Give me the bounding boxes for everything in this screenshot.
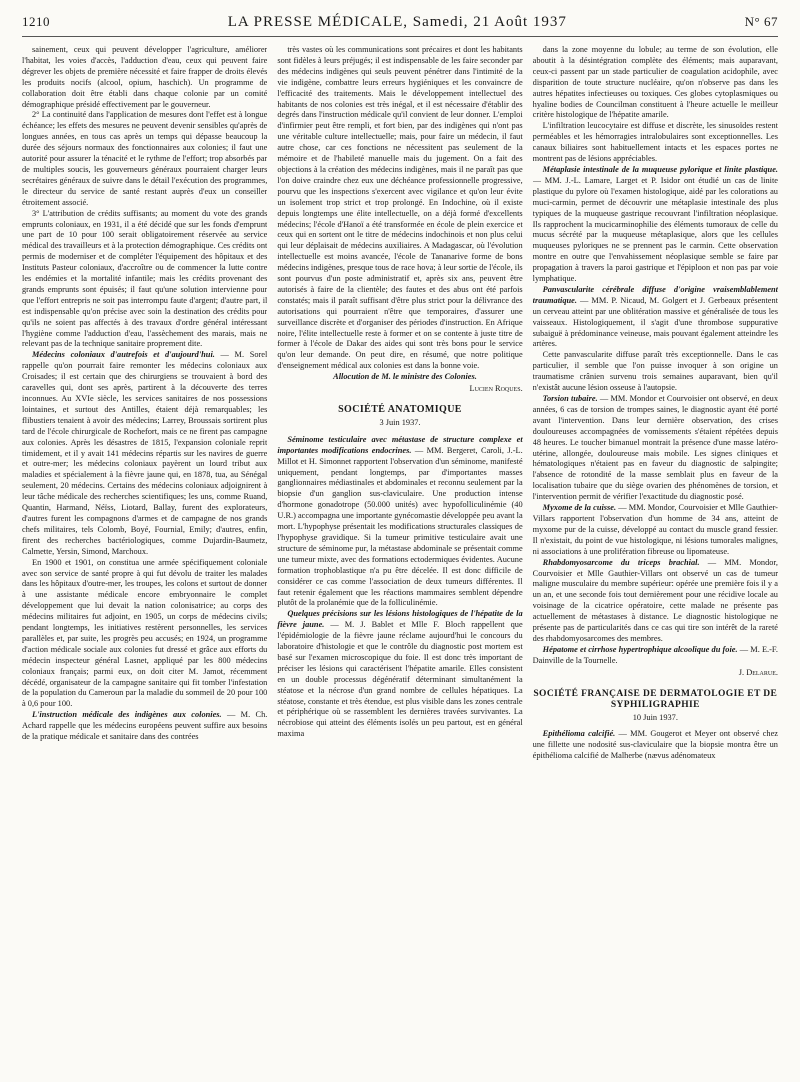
article-text: — MM. Mondor, Courvoisier et Mlle Gauthier-Villars rapportent l'observation d'un homme de 34 ans, atteint de myxome pur de la cuisse, développé au contact du muscle grand fessier. Il n'existait, du point de vue histologique, ni lésions tumorales malignes, ni associations à une prolifération fibreuse ou lipomateuse. bbox=[532, 503, 778, 556]
article-heading: Torsion tubaire. bbox=[542, 394, 598, 403]
paragraph: dans la zone moyenne du lobule; au terme de son évolution, elle aboutit à la désintégration complète des éléments; mais auparavant, ceux-ci passent par un stade particulier de coagulation acidophile, avec disparition de toute structure nucléaire, qu'on n'observe pas dans les autres hépatites infectieuses ou toxiques. Ces globes cytoplasmiques ou hyaline bodies de Councilman constituent à l'heure actuelle le meilleur critère histologique de l'hépatite amarile. bbox=[532, 45, 778, 120]
column-2 bbox=[277, 45, 522, 1063]
column-1 bbox=[22, 45, 267, 1063]
section-title: SOCIÉTÉ ANATOMIQUE bbox=[338, 404, 462, 415]
article-heading: Métaplasie intestinale de la muqueuse pylorique et linite plastique. bbox=[542, 164, 778, 174]
article-entry bbox=[533, 558, 778, 645]
article-heading: L'instruction médicale des indigènes aux colonies. bbox=[32, 710, 222, 720]
article-entry bbox=[22, 710, 267, 743]
article-entry bbox=[22, 350, 267, 557]
issue-number: N° 67 bbox=[744, 14, 778, 29]
article-text: — MM. Mondor, Courvoisier et Mlle Gauthier-Villars ont observé un cas de tumeur maligne musculaire du membre supérieur: opérée une première fois il y a un an, et une seconde fois tout dernièrement pour une récidive locale au voisinage de la cicatrice opératoire, cette malade ne présente pas actuellement de métastases à distance. Le diagnostic histologique ne présente pas de particularités dans ce cas qui tire son intérêt de la rareté des rhabdomyosarcomes des membres. bbox=[532, 557, 778, 643]
article-entry bbox=[533, 729, 778, 762]
article-entry bbox=[277, 609, 522, 740]
article-text: — MM. J.-L. Lamare, Larget et P. Isidor ont étudié un cas de linite plastique du pylore où l'examen histologique, aidé par les colorations au muci-carmin, permet de découvrir une métaplasie intestinale des plus typiques de la muqueuse gastrique recouvrant l'infiltration néoplasique. Ils rapprochent la mucicarminophilie des éléments tumoraux de celle du mucus sécrété par la muqueuse métaplasique, alors que les cellules muqueuses pyloriques ne se prennent pas le carmin. Cette observation montre en outre que l'envahissement néoplasique semble se faire par propagation à travers la paroi gastrique et l'épiploon et non pas par voie lymphatique. bbox=[532, 175, 778, 284]
journal-title: LA PRESSE MÉDICALE, Samedi, 21 Août 1937 bbox=[227, 14, 567, 30]
article-text: — M. Ch. Achard rappelle que les médecins européens peuvent suffire aux besoins de la pratique médicale et sanitaire dans des contrées bbox=[22, 710, 268, 742]
author-signature: Lucien Roques. bbox=[469, 384, 523, 394]
article-text: — M. Sorel rappelle qu'on pourrait faire remonter les médecins coloniaux aux Croisades; il est certain que des chirurgiens se trouvaient à bord des caravelles qui, dont ses après, partirent à la découverte des terres inconnues. Au XVIe siècle, les services sanitaires de nos possessions lointaines, et surtout des Antilles, étaient déjà remarquables; les flibustiers tenaient à avoir des médecins; Larrey, Broussais sortirent plus tard de l'école chirurgicale de Rochefort, mais ce ne firent pas campagne aux colonies. Après les désastres de 1815, l'expansion coloniale reprit timidement, et il y avait 141 médecins répartis sur les navires de guerre et outre-mer; les médecins coloniaux payèrent un lourd tribut aux maladies et spécialement à la fièvre jaune qui, en 1878, tua, au Sénégal seulement, 20 médecins. Certains des médecins coloniaux adjoignirent à leur tâche médicale des recherches scientifiques; les uns, comme Ruand, Quantin, Harmand, Néïss, Liotard, Ballay, furent des explorateurs, d'autres furent les compagnons d'armes et de campagne de nos grands chefs militaires, tels Colomb, Boyé, Fournial, Emily; d'autres, enfin, firent des recherches bactériologiques, comme Dujardin-Baumetz, Calmette, Yersin, Simond, Marchoux. bbox=[22, 350, 268, 556]
column-3 bbox=[533, 45, 778, 1063]
paragraph: 3° L'attribution de crédits suffisants; au moment du vote des grands emprunts coloniaux, en 1931, il a été décidé que sur les fonds d'emprunt une part de 10 pour 100 serait obligatoirement réservée au service médical des travailleurs et à la protection démographique. Ces crédits ont permis de moderniser et de compléter l'équipement des hôpitaux et des Instituts Pasteur coloniaux, d'accroître ou de commencer la lutte contre les endémies et la mortalité infantile; mais les crédits provenant des grands emprunts sont épuisés; il faut qu'une solution intervienne pour que l'effort entrepris ne soit pas interrompu faute d'argent; d'autre part, il est indispensable qu'on précise avec soin la destination des crédits pour qu'ils ne soient pas affectés à des travaux d'ordre général intéressant l'hygiène comme l'adduction d'eau, l'assèchement des marais, mais ne relevant pas de la technique sanitaire proprement dite. bbox=[22, 208, 268, 349]
article-entry bbox=[533, 394, 778, 503]
author-signature: J. Delarue. bbox=[738, 667, 778, 677]
section-date: 3 Juin 1937. bbox=[379, 417, 421, 427]
article-heading: Séminome testiculaire avec métastase de structure complexe et importantes modifications endocrines. bbox=[277, 434, 523, 455]
paragraph: très vastes où les communications sont précaires et dont les habitants sont fidèles à leurs préjugés; il est indispensable de les faire seconder par des médecins indigènes qui seuls peuvent pénétrer dans l'intimité de la vie indigène, combattre leurs erreurs hygiéniques et les convaincre de l'efficacité des traitements. Mais le développement intellectuel des habitants de nos colonies est très inégal, et il est nécessaire d'établir des degrés dans l'instruction médicale qu'il convient de leur donner. L'emploi d'infirmier peut être rempli, et fort bien, par des indigènes qui n'ont pas une véritable culture intellectuelle; mais, pour faire un médecin, il faut autre chose, car ces fonctions ne nécessitent pas seulement de la mémoire et de l'habileté manuelle mais du jugement. On a fait des objections à la création des médecins indigènes, mais il ne paraît pas que l'on doive craindre chez eux une déchéance professionnelle progressive, pourvu que les inspections s'exercent avec vigilance et qu'on leur évite un isolement trop strict et trop prolongé. En Indochine, où il existe depuis longtemps une élite intellectuelle, on a déjà formé d'excellents médecins; l'école d'Hanoï a été transformée en école de plein exercice et ceux qui en sortent ont le titre de médecins indochinois et non plus celui qui leur déplaisait de médecins auxiliaires. A Madagascar, où l'évolution intellectuelle est moins avancée, l'école de Tananarive forme de bons médecins indigènes, presque tous de race hova; à leur sortie de l'école, ils sont pourvus d'un poste administratif et, après six ans, peuvent être autorisés à faire de la clientèle; des fautes et des abus ont été parfois constatés; mais il paraît suffisant d'être plus strict pour la délivrance des autorisations qui pourraient n'être que temporaires, d'assurer une surveillance discrète et d'organiser des périodes d'instruction. En Afrique noire, l'élite intellectuelle reste à former et on se contente à juste titre de former à l'école de Dakar des aides qui sont très bons pour le service qu'on leur demande. On peut dire, en résumé, que notre politique d'enseignement médical aux colonies est dans la bonne voie. bbox=[277, 45, 523, 371]
paragraph: 2° La continuité dans l'application de mesures dont l'effet est à longue échéance; les effets des mesures ne peuvent devenir sensibles qu'après de longues années, en tous cas après un temps qui dépasse beaucoup la durée des séjours normaux des fonctionnaires aux colonies; il faut une autorité pour assurer la ténacité et le rythme de l'effort; trop absorbés par de multiples soucis, les gouverneurs généraux pourraient charger leurs secrétaires généraux de suivre dans le détail l'exécution des programmes, le directeur du service de santé restant auprès d'eux un conseiller étroitement associé. bbox=[22, 110, 268, 207]
article-entry bbox=[277, 435, 522, 610]
paragraph: L'infiltration leucocytaire est diffuse et discrète, les sinusoïdes restent perméables et les hémorragies intralobulaires sont exceptionnelles. Les canaux biliaires sont habituellement intacts et les espaces portes ne montrent pas de lésions appréciables. bbox=[532, 121, 778, 164]
text-columns bbox=[22, 45, 778, 1063]
article-entry bbox=[533, 285, 778, 350]
allocution-heading: Allocution de M. le ministre des Colonies. bbox=[333, 372, 477, 382]
article-entry bbox=[533, 503, 778, 558]
article-heading: Médecins coloniaux d'autrefois et d'aujourd'hui. bbox=[32, 350, 215, 360]
article-text: — MM. Bergeret, Caroli, J.-L. Millot et H. Simonnet rapportent l'observation d'un séminome, manifesté uniquement, pendant longtemps, par d'importantes masses ganglionnaires médiastinales et abdominales et reconnu seulement par la biopsie d'un ganglion sus-claviculaire. Une production intense d'hormone gonadotrope (50.000 unités) avec hypofolliculinémie (40 U.R.) accompagna une importante gynécomastie développée peu avant la mort. L'hypophyse présentait les modifications structurales classiques de l'hypophyse gravidique. Si la tumeur primitive testiculaire avait une structure de séminome pur, la métastase abdominale se présentait comme une tumeur mixte, avec des formations ectodermiques évidentes. Aucune formation trophoblastique n'a pu être décelée. Il est donc difficile de considérer ce cas comme l'association de deux tumeurs différentes. Il faut retenir également que les réactions mammaires semblent dépendre plutôt de la prolanémie que de la folliculinémie. bbox=[277, 445, 523, 608]
article-heading: Hépatome et cirrhose hypertrophique alcoolique du foie. bbox=[542, 644, 738, 654]
article-heading: Panvascularite cérébrale diffuse d'origine vraisemblablement traumatique. bbox=[532, 284, 778, 305]
article-heading: Rhabdomyosarcome du triceps brachial. bbox=[542, 557, 700, 567]
article-entry bbox=[533, 165, 778, 285]
paragraph: sainement, ceux qui peuvent développer l'agriculture, améliorer l'habitat, les voies d'accès, l'adduction d'eau, ceux qui peuvent faire dégrever les objets de première nécessité et faire frapper de droits élevés les produits nocifs (alcool, opium, haschich). Un programme de collaboration doit être établi dans chaque colonie par un comité démographique présidé effectivement par le gouverneur. bbox=[22, 45, 268, 109]
article-text: — MM. P. Nicaud, M. Golgert et J. Gerbeaux présentent un cerveau atteint par une oblitération massive et généralisée de tous les vaisseaux. Histologiquement, il s'agit d'une thrombose suppurative subaiguë à prédominance veineuse, mais pouvant également atteindre les artères. bbox=[532, 295, 778, 349]
page-header bbox=[22, 14, 778, 37]
article-text: — MM. Gougerot et Meyer ont observé chez une fillette une nodosité sus-claviculaire que la biopsie montra être un épithélioma calcifié de Malherbe (nævus adénomateux bbox=[532, 729, 778, 761]
page-number: 1210 bbox=[22, 14, 50, 29]
paragraph: Cette panvascularite diffuse paraît très exceptionnelle. Dans le cas particulier, il semble que l'on puisse invoquer à son origine un traumatisme crânien survenu trois semaines auparavant, bien qu'il n'existât aucune lésion osseuse à l'autopsie. bbox=[532, 350, 778, 393]
article-text: — M. J. Bablet et Mlle F. Bloch rappellent que l'épidémiologie de la fièvre jaune réclame aujourd'hui le concours du laboratoire d'histologie et que le contrôle du diagnostic post mortem est basé sur l'examen microscopique du foie. Il est donc très important de préciser les lésions qui caractérisent l'hépatite amarile. Elles consistent en un double processus dégénératif déterminant simultanément la stéatose et la nécrose d'un grand nombre de cellules hépatiques. La stéatose, constante et très étendue, est plus visible dans les zones centrale et périphérique où se rassemblent les dernières travées survivantes. La nécrobiose qui atteint des éléments isolés un peu partout, est en général maxima bbox=[277, 620, 523, 739]
section-title: SOCIÉTÉ FRANÇAISE DE DERMATOLOGIE ET DE SYPHILIGRAPHIE bbox=[533, 688, 778, 710]
article-heading: Myxome de la cuisse. bbox=[542, 503, 617, 513]
article-entry bbox=[533, 645, 778, 667]
section-date: 10 Juin 1937. bbox=[632, 712, 678, 722]
article-text: — MM. Mondor et Courvoisier ont observé, en deux années, 6 cas de torsion de trompes saines, le diagnostic ayant été porté avant l'intervention. Dans leur dernière observation, des crises douloureuses accompagnées de vomissements s'étaient répétées depuis 48 heures. Le toucher bimanuel montrait la présence d'une masse latéro-utérine, allongée, douloureuse mais mobile. Les signes cliniques et hématologiques n'étaient pas en faveur du diagnostic de salpingite; l'absence de rotondité de la masse semblait plus en faveur de la localisation tubaire que du siège ovarien des phénomènes de torsion, et l'intervention permit de vérifier l'exactitude du diagnostic posé. bbox=[532, 394, 778, 502]
article-heading: Epithélioma calcifié. bbox=[542, 729, 616, 739]
article-text: — M. E.-F. Dainville de la Tournelle. bbox=[532, 644, 778, 665]
article-heading: Quelques précisions sur les lésions histologiques de l'hépatite de la fièvre jaune. bbox=[277, 609, 523, 630]
paragraph: En 1900 et 1901, on constitua une armée spécifiquement coloniale avec son service de santé propre à qui fut dévolu de traiter les malades dans les hôpitaux d'outre-mer, les troupes, les colons et surtout de donner à une assistante médicale encore embryonnaire le complet développement que lui devait la nation colonisatrice; au corps des médecins militaires fut adjoint, en 1905, un corps de médecins civils; pendant longtemps, les initiatives restèrent personnelles, les services parallèles et, par suite, les progrès peu accusés; en 1924, un programme d'action médicale sociale aux colonies fut dressé et grâce aux efforts du médecin inspecteur général Lasnet, appliqué par les 800 médecins coloniaux français; parmi eux, on doit citer M. Jamot, récemment décédé, organisateur de la campagne sanitaire qui fit tomber l'infestation de la population du Cameroun par la maladie du sommeil de 20 pour 100 à 0,6 pour 100. bbox=[22, 557, 268, 709]
